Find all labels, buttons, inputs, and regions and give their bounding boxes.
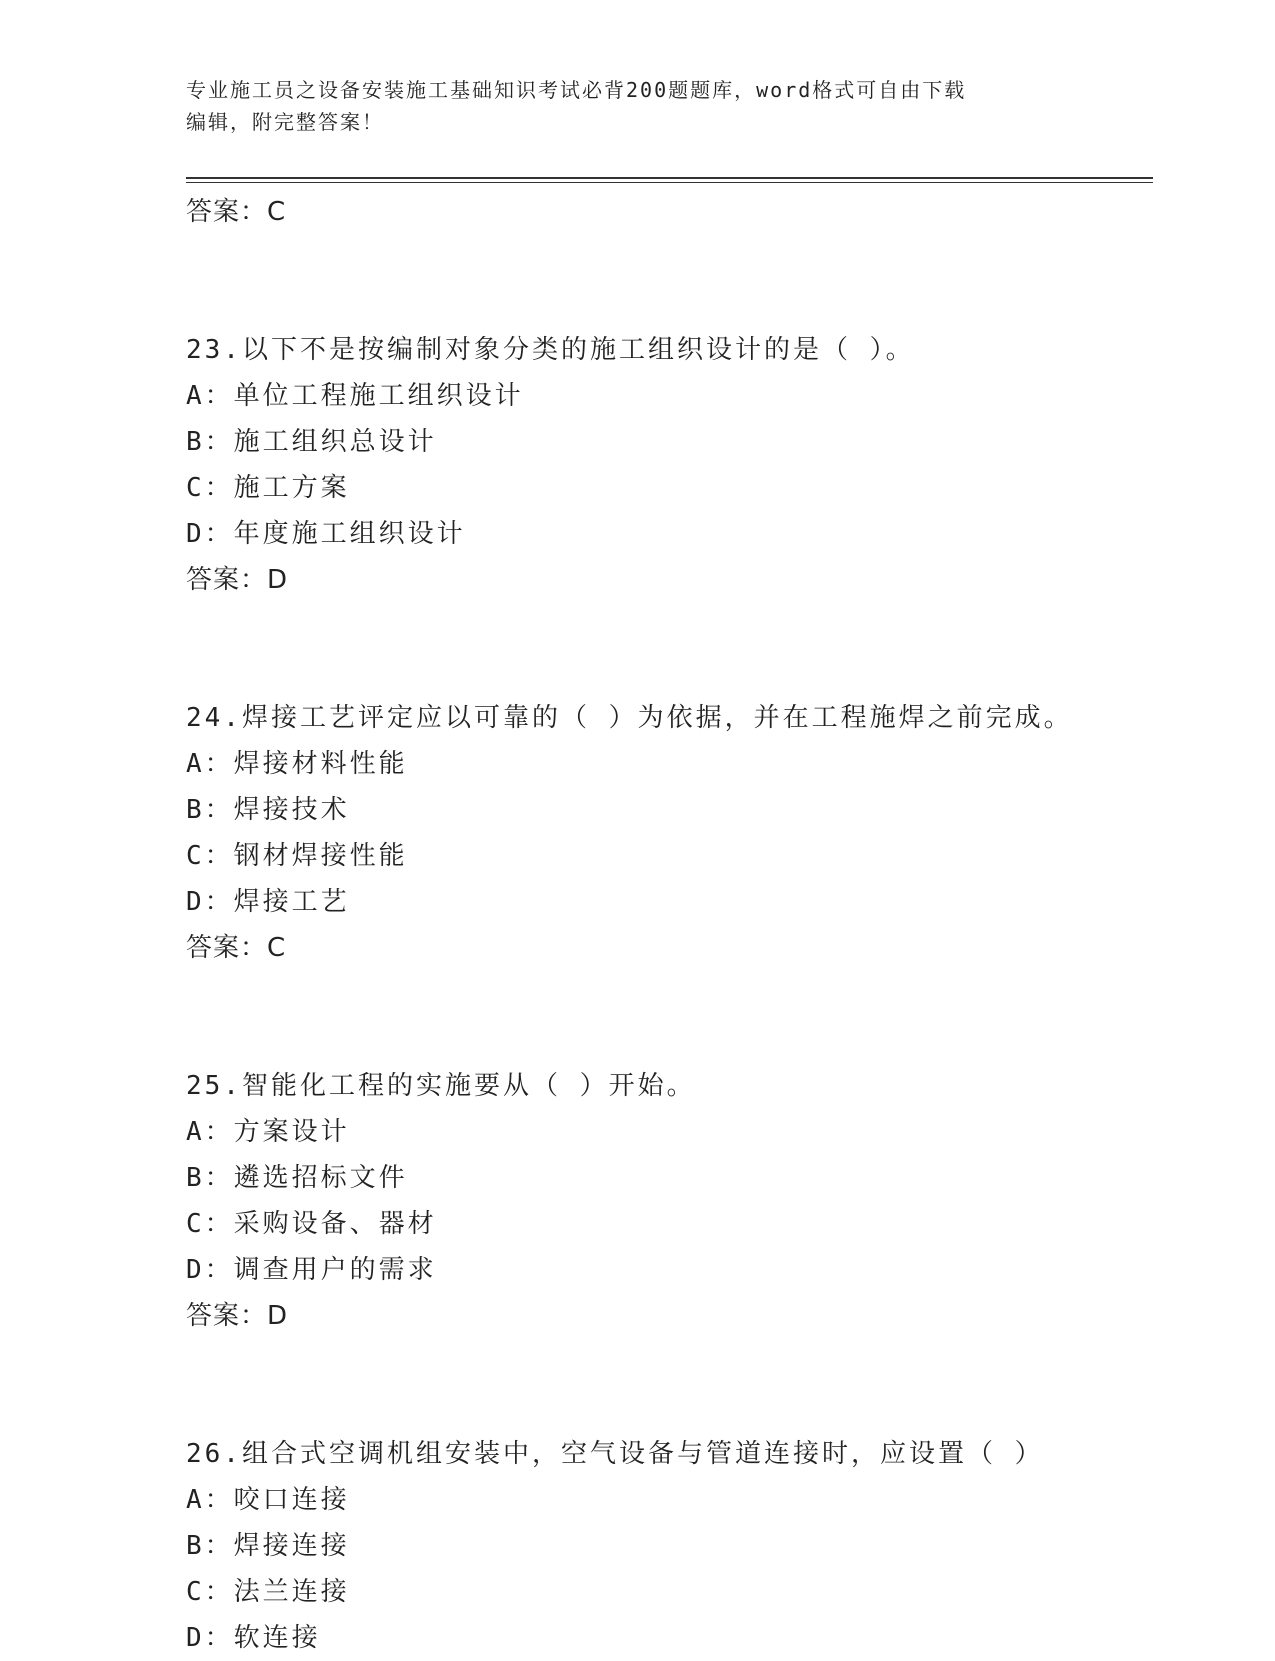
- option-c: C：钢材焊接性能: [186, 841, 408, 871]
- answer-line: 答案：D: [186, 1301, 289, 1331]
- option-d: D：年度施工组织设计: [186, 519, 466, 549]
- spacer: [186, 1339, 1146, 1431]
- question-23: [186, 327, 1146, 603]
- option-d: D：调查用户的需求: [186, 1255, 437, 1285]
- question-24: [186, 695, 1146, 971]
- option-d: D：焊接工艺: [186, 887, 350, 917]
- spacer: [186, 971, 1146, 1063]
- option-c: C：采购设备、器材: [186, 1209, 437, 1239]
- option-a: A：单位工程施工组织设计: [186, 381, 524, 411]
- question-stem: 24.焊接工艺评定应以可靠的（ ）为依据，并在工程施焊之前完成。: [186, 703, 1073, 733]
- option-b: B：遴选招标文件: [186, 1163, 408, 1193]
- answer-line: 答案：D: [186, 565, 289, 595]
- question-26: [186, 1431, 1146, 1661]
- question-stem: 26.组合式空调机组安装中，空气设备与管道连接时，应设置（ ）: [186, 1439, 1044, 1469]
- document-header: [186, 74, 1086, 138]
- answer-line: 答案：C: [186, 197, 287, 227]
- option-c: C：施工方案: [186, 473, 350, 503]
- question-stem: 25.智能化工程的实施要从（ ）开始。: [186, 1071, 696, 1101]
- header-line-2: 编辑，附完整答案！: [186, 110, 384, 134]
- option-b: B：施工组织总设计: [186, 427, 437, 457]
- spacer: [186, 235, 1146, 327]
- spacer: [186, 603, 1146, 695]
- header-line-1: 专业施工员之设备安装施工基础知识考试必背200题题库，word格式可自由下载: [186, 78, 967, 102]
- question-list: [186, 189, 1146, 1661]
- option-a: A：咬口连接: [186, 1485, 350, 1515]
- header-divider-thick: [186, 177, 1153, 179]
- option-b: B：焊接技术: [186, 795, 350, 825]
- answer-line: 答案：C: [186, 933, 287, 963]
- question-25: [186, 1063, 1146, 1339]
- question-stem: 23.以下不是按编制对象分类的施工组织设计的是（ ）。: [186, 335, 915, 365]
- header-divider-thin: [186, 182, 1153, 183]
- option-c: C：法兰连接: [186, 1577, 350, 1607]
- option-a: A：方案设计: [186, 1117, 350, 1147]
- option-b: B：焊接连接: [186, 1531, 350, 1561]
- option-a: A：焊接材料性能: [186, 749, 408, 779]
- option-d: D：软连接: [186, 1623, 321, 1653]
